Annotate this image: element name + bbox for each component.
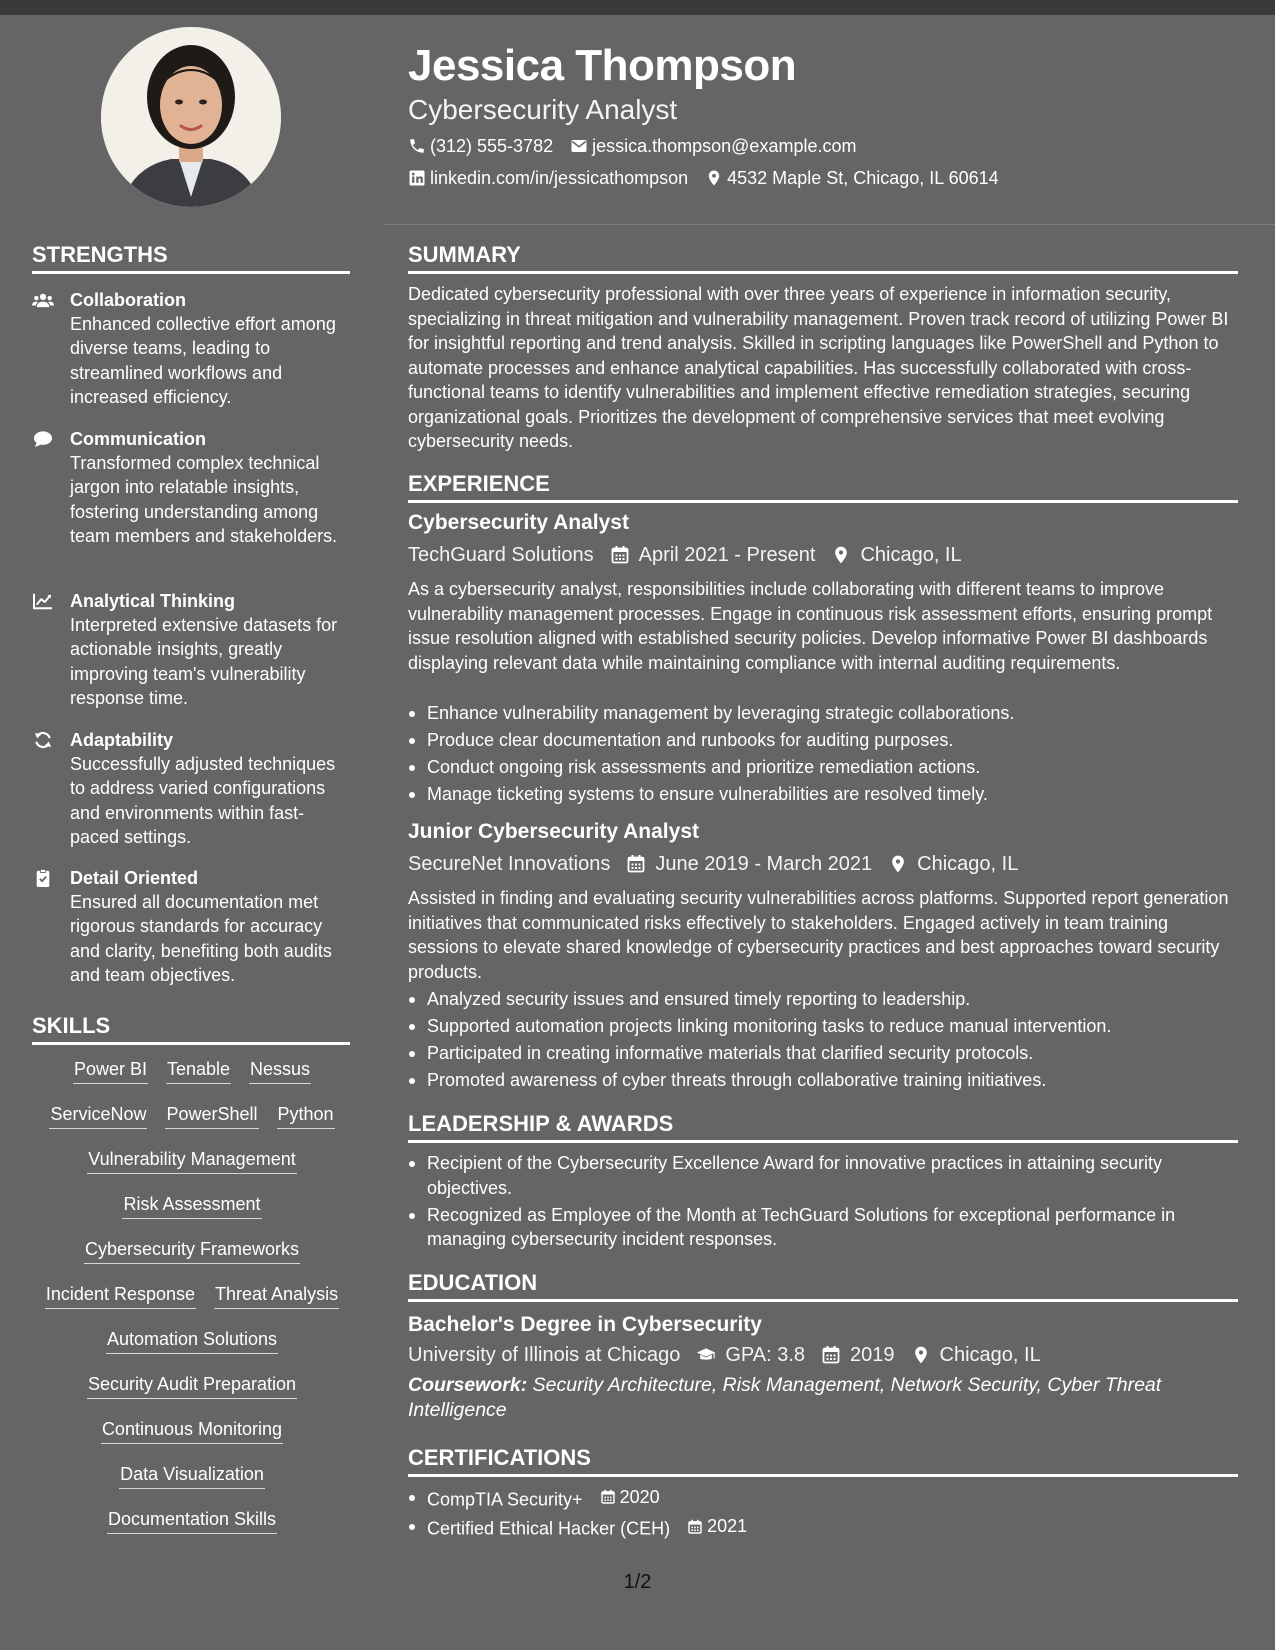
skill-tag: ServiceNow	[49, 1103, 147, 1129]
skill-tag: Threat Analysis	[214, 1283, 339, 1309]
education-heading: EDUCATION	[408, 1269, 1238, 1302]
skill-tag: Risk Assessment	[122, 1193, 261, 1219]
certification-year: 2021	[707, 1516, 748, 1537]
coursework-text: Security Architecture, Risk Management, Network Security, Cyber Threat Intelligence	[408, 1374, 1162, 1421]
calendar-icon	[610, 545, 630, 565]
skill-tag: Incident Response	[45, 1283, 196, 1309]
degree-title: Bachelor's Degree in Cybersecurity	[408, 1313, 762, 1336]
skill-tag: Tenable	[166, 1058, 231, 1084]
job-bullet: Promoted awareness of cyber threats through collaborative training initiatives.	[408, 1068, 1238, 1093]
linkedin-icon	[408, 169, 426, 187]
phone-number[interactable]: (312) 555-3782	[430, 136, 554, 156]
job-title: Cybersecurity Analyst	[408, 511, 629, 534]
skill-tag: Cybersecurity Frameworks	[84, 1238, 300, 1264]
job-bullet: Analyzed security issues and ensured timely reporting to leadership.	[408, 987, 1238, 1012]
strength-description: Successfully adjusted techniques to address varied configurations and environments within fast-paced settings.	[70, 754, 336, 847]
chart-line-icon	[32, 592, 54, 610]
map-pin-icon	[705, 169, 723, 187]
strength-description: Ensured all documentation met rigorous standards for accuracy and clarity, benefiting both audits and team objectives.	[70, 892, 332, 985]
calendar-icon	[626, 854, 646, 874]
skill-tag: Nessus	[249, 1058, 311, 1084]
calendar-icon	[821, 1345, 841, 1365]
school-name: University of Illinois at Chicago	[408, 1344, 681, 1366]
map-pin-icon	[831, 545, 851, 565]
skills-heading: SKILLS	[32, 1012, 350, 1045]
job-bullet: Participated in creating informative materials that clarified security protocols.	[408, 1041, 1238, 1066]
users-icon	[32, 291, 54, 309]
strength-description: Transformed complex technical jargon into relatable insights, fostering understanding among team members and stakeholders.	[70, 453, 338, 546]
company-name: TechGuard Solutions	[408, 544, 594, 566]
job-bullet: Conduct ongoing risk assessments and prioritize remediation actions.	[408, 755, 1238, 780]
contact-row-1	[408, 134, 856, 158]
summary-heading: SUMMARY	[408, 241, 1238, 274]
phone-icon	[408, 137, 426, 155]
top-bar	[0, 0, 1275, 15]
job-bullets	[408, 701, 1238, 809]
certification-name: Certified Ethical Hacker (CEH)	[427, 1518, 671, 1539]
skill-tag: Power BI	[73, 1058, 148, 1084]
leadership-list	[408, 1151, 1238, 1254]
header-divider	[383, 224, 1275, 225]
job-dates: June 2019 - March 2021	[655, 853, 873, 875]
linkedin-link[interactable]: linkedin.com/in/jessicathompson	[430, 168, 689, 188]
certification-item	[408, 1485, 1238, 1512]
skill-tag: Documentation Skills	[107, 1508, 277, 1534]
job-title: Junior Cybersecurity Analyst	[408, 820, 699, 843]
certifications-heading: CERTIFICATIONS	[408, 1444, 1238, 1477]
certification-name: CompTIA Security+	[427, 1489, 583, 1510]
skill-tag: PowerShell	[165, 1103, 258, 1129]
education-meta	[408, 1342, 1041, 1368]
chat-bubble-icon	[32, 430, 54, 448]
graduation-cap-icon	[696, 1345, 716, 1365]
address-text: 4532 Maple St, Chicago, IL 60614	[727, 168, 999, 188]
coursework	[408, 1373, 1238, 1422]
education-location: Chicago, IL	[939, 1344, 1041, 1366]
strength-description: Enhanced collective effort among diverse teams, leading to streamlined workflows and increased efficiency.	[70, 314, 336, 407]
award-item: Recognized as Employee of the Month at TechGuard Solutions for exceptional performance in managing cybersecurity incident responses.	[408, 1203, 1238, 1252]
skill-tag: Data Visualization	[119, 1463, 265, 1489]
sync-icon	[32, 731, 54, 749]
job-bullet: Supported automation projects linking monitoring tasks to reduce manual intervention.	[408, 1014, 1238, 1039]
strength-description: Interpreted extensive datasets for actionable insights, greatly improving team's vulnerability response time.	[70, 615, 338, 708]
email-link[interactable]: jessica.thompson@example.com	[592, 136, 857, 156]
strength-title: Analytical Thinking	[70, 591, 236, 611]
page-number: 1/2	[623, 1571, 652, 1593]
strengths-heading: STRENGTHS	[32, 241, 350, 274]
calendar-icon	[600, 1489, 616, 1505]
job-meta	[408, 542, 962, 568]
calendar-icon	[687, 1519, 703, 1535]
job-dates: April 2021 - Present	[638, 544, 816, 566]
job-location: Chicago, IL	[860, 544, 962, 566]
summary-text: Dedicated cybersecurity professional with over three years of experience in information security, specializing in threat mitigation and vulnerability management. Proven track record of utilizing Power BI for insightful reporting and trend analysis. Skilled in scripting languages like PowerShell and Python to automate processes and enhance analytical capabilities. Has successfully collaborated with cross-functional teams to identify vulnerabilities and implement effective remediation strategies, securing organizational goals. Prioritizes the development of comprehensive services that meet evolving cybersecurity needs.	[408, 284, 1229, 451]
skill-tag: Continuous Monitoring	[101, 1418, 283, 1444]
map-pin-icon	[888, 854, 908, 874]
coursework-label: Coursework:	[408, 1374, 528, 1396]
award-item: Recipient of the Cybersecurity Excellence Award for innovative practices in attaining security objectives.	[408, 1151, 1238, 1200]
graduation-year: 2019	[850, 1344, 895, 1366]
clipboard-check-icon	[32, 869, 54, 887]
contact-row-2	[408, 166, 999, 190]
profile-photo	[101, 27, 281, 207]
strength-title: Detail Oriented	[70, 868, 199, 888]
certification-year: 2020	[619, 1487, 660, 1507]
job-description: As a cybersecurity analyst, responsibilities include collaborating with different teams to improve vulnerability management processes. Engage in continuous risk assessment efforts, ensuring prompt issue resolution aligned with established security policies. Develop informative Power BI dashboards displaying relevant data while maintaining compliance with internal auditing requirements.	[408, 579, 1213, 673]
certification-item	[408, 1514, 1238, 1541]
company-name: SecureNet Innovations	[408, 853, 611, 875]
candidate-name: Jessica Thompson	[408, 41, 797, 90]
certifications-list	[408, 1485, 1238, 1544]
job-meta	[408, 851, 1018, 877]
job-description: Assisted in finding and evaluating security vulnerabilities across platforms. Supported report generation initiatives that communicated risks effectively to stakeholders. Engaged actively in team training sessions to elevate shared knowledge of cybersecurity practices and best approaches toward security products.	[408, 888, 1229, 982]
skill-tag: Automation Solutions	[106, 1328, 278, 1354]
job-bullets	[408, 987, 1238, 1095]
strength-title: Collaboration	[70, 290, 186, 310]
candidate-title: Cybersecurity Analyst	[408, 94, 678, 125]
job-location: Chicago, IL	[917, 853, 1019, 875]
envelope-icon	[570, 137, 588, 155]
leadership-heading: LEADERSHIP & AWARDS	[408, 1110, 1238, 1143]
job-bullet: Produce clear documentation and runbooks for auditing purposes.	[408, 728, 1238, 753]
gpa-text: GPA: 3.8	[725, 1344, 806, 1366]
job-bullet: Enhance vulnerability management by leveraging strategic collaborations.	[408, 701, 1238, 726]
skill-tag: Vulnerability Management	[87, 1148, 296, 1174]
skill-tag: Security Audit Preparation	[87, 1373, 297, 1399]
skills-list	[32, 1058, 352, 1553]
skill-tag: Python	[277, 1103, 335, 1129]
map-pin-icon	[911, 1345, 931, 1365]
job-bullet: Manage ticketing systems to ensure vulnerabilities are resolved timely.	[408, 782, 1238, 807]
strength-title: Adaptability	[70, 730, 174, 750]
strength-title: Communication	[70, 429, 207, 449]
experience-heading: EXPERIENCE	[408, 470, 1238, 503]
